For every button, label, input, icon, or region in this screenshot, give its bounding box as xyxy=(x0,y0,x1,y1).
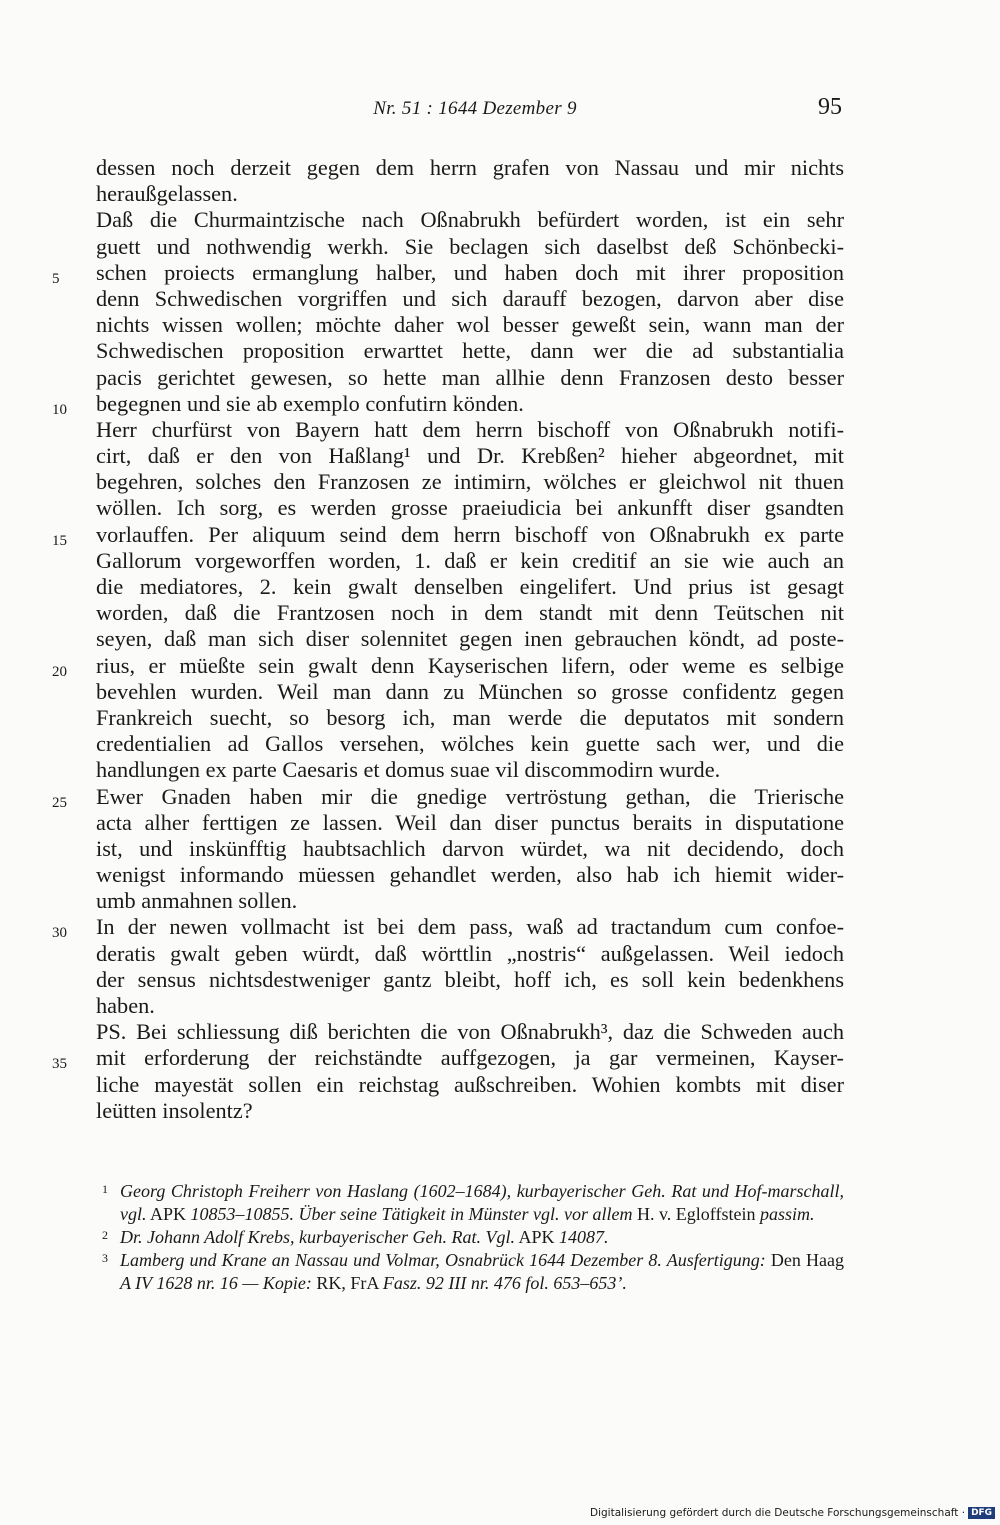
footnote-segment: APK xyxy=(514,1227,559,1247)
line-text: In der newen vollmacht ist bei dem pass, waß ad tractandum cum confoe- xyxy=(96,914,844,940)
text-line xyxy=(96,365,844,391)
line-number: 35 xyxy=(52,1056,67,1073)
line-number: 20 xyxy=(52,663,67,680)
line-number: 25 xyxy=(52,794,67,811)
text-line xyxy=(96,286,844,312)
footnote-segment: Dr. Johann Adolf Krebs, kurbayerischer Geh. Rat. Vgl. xyxy=(120,1227,515,1247)
line-number: 30 xyxy=(52,925,67,942)
line-text: Daß die Churmaintzische nach Oßnabrukh befürdert worden, ist ein sehr xyxy=(96,207,844,233)
line-text: wenigst informando müessen gehandlet werden, also hab ich hiemit wider- xyxy=(96,862,844,888)
funding-text: Digitalisierung gefördert durch die Deutsche Forschungsgemeinschaft · xyxy=(590,1507,966,1519)
line-text: seyen, daß man sich diser solennitet gegen inen gebrauchen köndt, ad poste- xyxy=(96,626,844,652)
text-line xyxy=(96,600,844,626)
dfg-logo: DFG xyxy=(968,1507,995,1519)
text-line xyxy=(96,1019,844,1045)
line-text: bevehlen wurden. Weil man dann zu München so grosse confidentz gegen xyxy=(96,678,844,704)
line-text: vorlauffen. Per aliquum seind dem herrn bischoff von Oßnabrukh ex parte xyxy=(96,521,844,547)
text-line xyxy=(96,810,844,836)
line-text: rius, er müeßte sein gwalt denn Kayserischen lifern, oder weme es selbige xyxy=(96,652,844,678)
footnote-segment: Den Haag xyxy=(765,1250,844,1270)
line-number: 5 xyxy=(52,270,60,287)
line-text: umb anmahnen sollen. xyxy=(96,888,298,914)
text-line xyxy=(96,757,844,783)
text-line xyxy=(52,783,844,811)
text-line xyxy=(96,941,844,967)
line-number: 15 xyxy=(52,532,67,549)
footnotes xyxy=(102,1180,844,1295)
text-line xyxy=(52,652,844,680)
text-line xyxy=(96,443,844,469)
footnote-text xyxy=(120,1249,844,1295)
text-line xyxy=(96,312,844,338)
text-line xyxy=(96,967,844,993)
text-line xyxy=(96,469,844,495)
line-text: haben. xyxy=(96,993,155,1018)
footnote-segment: RK, FrA xyxy=(311,1273,383,1293)
line-text: die mediatores, 2. kein gwalt denselben eingelifert. Und prius ist gesagt xyxy=(96,574,844,599)
footnote-segment: 10853–10855. Über seine Tätigkeit in Münster vgl. vor allem xyxy=(190,1204,633,1224)
text-line xyxy=(96,548,844,574)
line-text: schen proiects ermanglung halber, und haben doch mit ihrer proposition xyxy=(96,259,844,285)
line-text: guett und nothwendig werkh. Sie beclagen sich daselbst deß Schönbecki- xyxy=(96,233,844,259)
line-text: acta alher ferttigen ze lassen. Weil dan diser punctus beraits in disputatione xyxy=(96,809,844,835)
line-text: leütten insolentz? xyxy=(96,1097,253,1123)
line-text: mit erforderung der reichständte auffgezogen, ja gar vermeinen, Kayser- xyxy=(96,1045,844,1071)
text-line xyxy=(96,1098,844,1124)
line-text: Ewer Gnaden haben mir die gnedige vertröstung gethan, die Trierische xyxy=(96,783,844,809)
text-line xyxy=(96,836,844,862)
footnote-text xyxy=(120,1226,844,1249)
text-line xyxy=(96,338,844,364)
main-text xyxy=(52,155,844,1124)
text-line xyxy=(96,993,844,1019)
footnote-segment: APK xyxy=(146,1204,191,1224)
text-line xyxy=(52,521,844,549)
line-text: ist, und inskünfftig haubtsachlich darvon würdet, wa nit decidendo, doch xyxy=(96,835,844,861)
line-text: credentialien ad Gallos versehen, wölches kein guette sach wer, und die xyxy=(96,731,844,757)
line-text: denn Schwedischen vorgriffen und sich darauff bezogen, darvon aber dise xyxy=(96,285,844,311)
footnote-mark: 3 xyxy=(102,1251,108,1265)
text-line xyxy=(96,155,844,181)
line-text: heraußgelassen. xyxy=(96,181,238,207)
text-line xyxy=(96,574,844,600)
text-line xyxy=(96,234,844,260)
text-line xyxy=(96,1072,844,1098)
line-text: liche mayestät sollen ein reichstag außschreiben. Wohien kombts mit diser xyxy=(96,1071,844,1097)
text-line xyxy=(96,862,844,888)
footnote-segment: Lamberg und Krane an Nassau und Volmar, Osnabrück 1644 Dezember 8. Ausfertigung: xyxy=(120,1250,766,1270)
footnote xyxy=(102,1226,844,1249)
footnote-mark: 2 xyxy=(102,1228,108,1242)
text-line xyxy=(96,731,844,757)
line-number: 10 xyxy=(52,401,67,418)
text-line xyxy=(96,705,844,731)
text-line xyxy=(52,1045,844,1073)
footnote-mark: 1 xyxy=(102,1182,108,1196)
footnote-text xyxy=(120,1180,844,1226)
funding-footer xyxy=(590,1507,993,1523)
footnote-segment: Georg Christoph Freiherr von Haslang (1602–1684), kurbayerischer Geh. Rat und Hof-marschall, vgl. xyxy=(120,1181,844,1224)
line-text: nichts wissen wollen; möchte daher wol besser geweßt sein, wann man der xyxy=(96,312,844,338)
line-text: wöllen. Ich sorg, es werden grosse praeiudicia bei ankunfft diser gsandten xyxy=(96,495,844,521)
line-text: pacis gerichtet gewesen, so hette man allhie denn Franzosen desto besser xyxy=(96,364,844,390)
line-text: handlungen ex parte Caesaris et domus suae vil discommodirn wurde. xyxy=(96,757,721,783)
footnote xyxy=(102,1249,844,1295)
footnote-segment: 14087. xyxy=(558,1227,609,1247)
footnote xyxy=(102,1180,844,1226)
text-line xyxy=(52,390,844,418)
line-text: cirt, daß er den von Haßlang¹ und Dr. Krebßen² hieher abgeordnet, mit xyxy=(96,443,844,469)
line-text: Herr churfürst von Bayern hatt dem herrn bischoff von Oßnabrukh notifi- xyxy=(96,416,844,442)
footnote-segment: H. v. Egloffstein xyxy=(632,1204,760,1224)
text-line xyxy=(96,207,844,233)
line-text: Gallorum vorgeworffen worden, 1. daß er kein creditif an sie wie auch an xyxy=(96,547,844,573)
footnote-segment: passim. xyxy=(759,1204,815,1224)
footnote-segment: A IV 1628 nr. 16 — Kopie: xyxy=(120,1273,312,1293)
line-text: deratis gwalt geben würdt, daß wörttlin „nostris“ außgelassen. Weil iedoch xyxy=(96,940,844,966)
line-text: worden, daß die Frantzosen noch in dem standt mit denn Teütschen nit xyxy=(96,600,844,626)
text-line xyxy=(96,626,844,652)
footnote-segment: Fasz. 92 III nr. 476 fol. 653–653’. xyxy=(382,1273,627,1293)
text-line xyxy=(96,495,844,521)
line-text: der sensus nichtsdestweniger gantz bleibt, hoff ich, es soll kein bedenkhens xyxy=(96,966,844,992)
line-text: PS. Bei schliessung diß berichten die von Oßnabrukh³, daz die Schweden auch xyxy=(96,1019,844,1045)
running-title: Nr. 51 : 1644 Dezember 9 xyxy=(373,98,577,119)
text-line xyxy=(52,914,844,942)
text-line xyxy=(96,679,844,705)
line-text: dessen noch derzeit gegen dem herrn grafen von Nassau und mir nichts xyxy=(96,155,844,180)
text-line xyxy=(52,259,844,287)
text-line xyxy=(96,181,844,207)
line-text: Frankreich suecht, so besorg ich, man werde die deputatos mit sondern xyxy=(96,704,844,730)
page-number: 95 xyxy=(818,94,842,120)
text-line xyxy=(96,417,844,443)
line-text: begehren, solches den Franzosen ze intimirn, wölches er gleichwol nit thuen xyxy=(96,469,844,495)
line-text: begegnen und sie ab exemplo confutirn könden. xyxy=(96,390,524,416)
line-text: Schwedischen proposition erwarttet hette, dann wer die ad substantialia xyxy=(96,338,844,364)
text-line xyxy=(96,888,844,914)
